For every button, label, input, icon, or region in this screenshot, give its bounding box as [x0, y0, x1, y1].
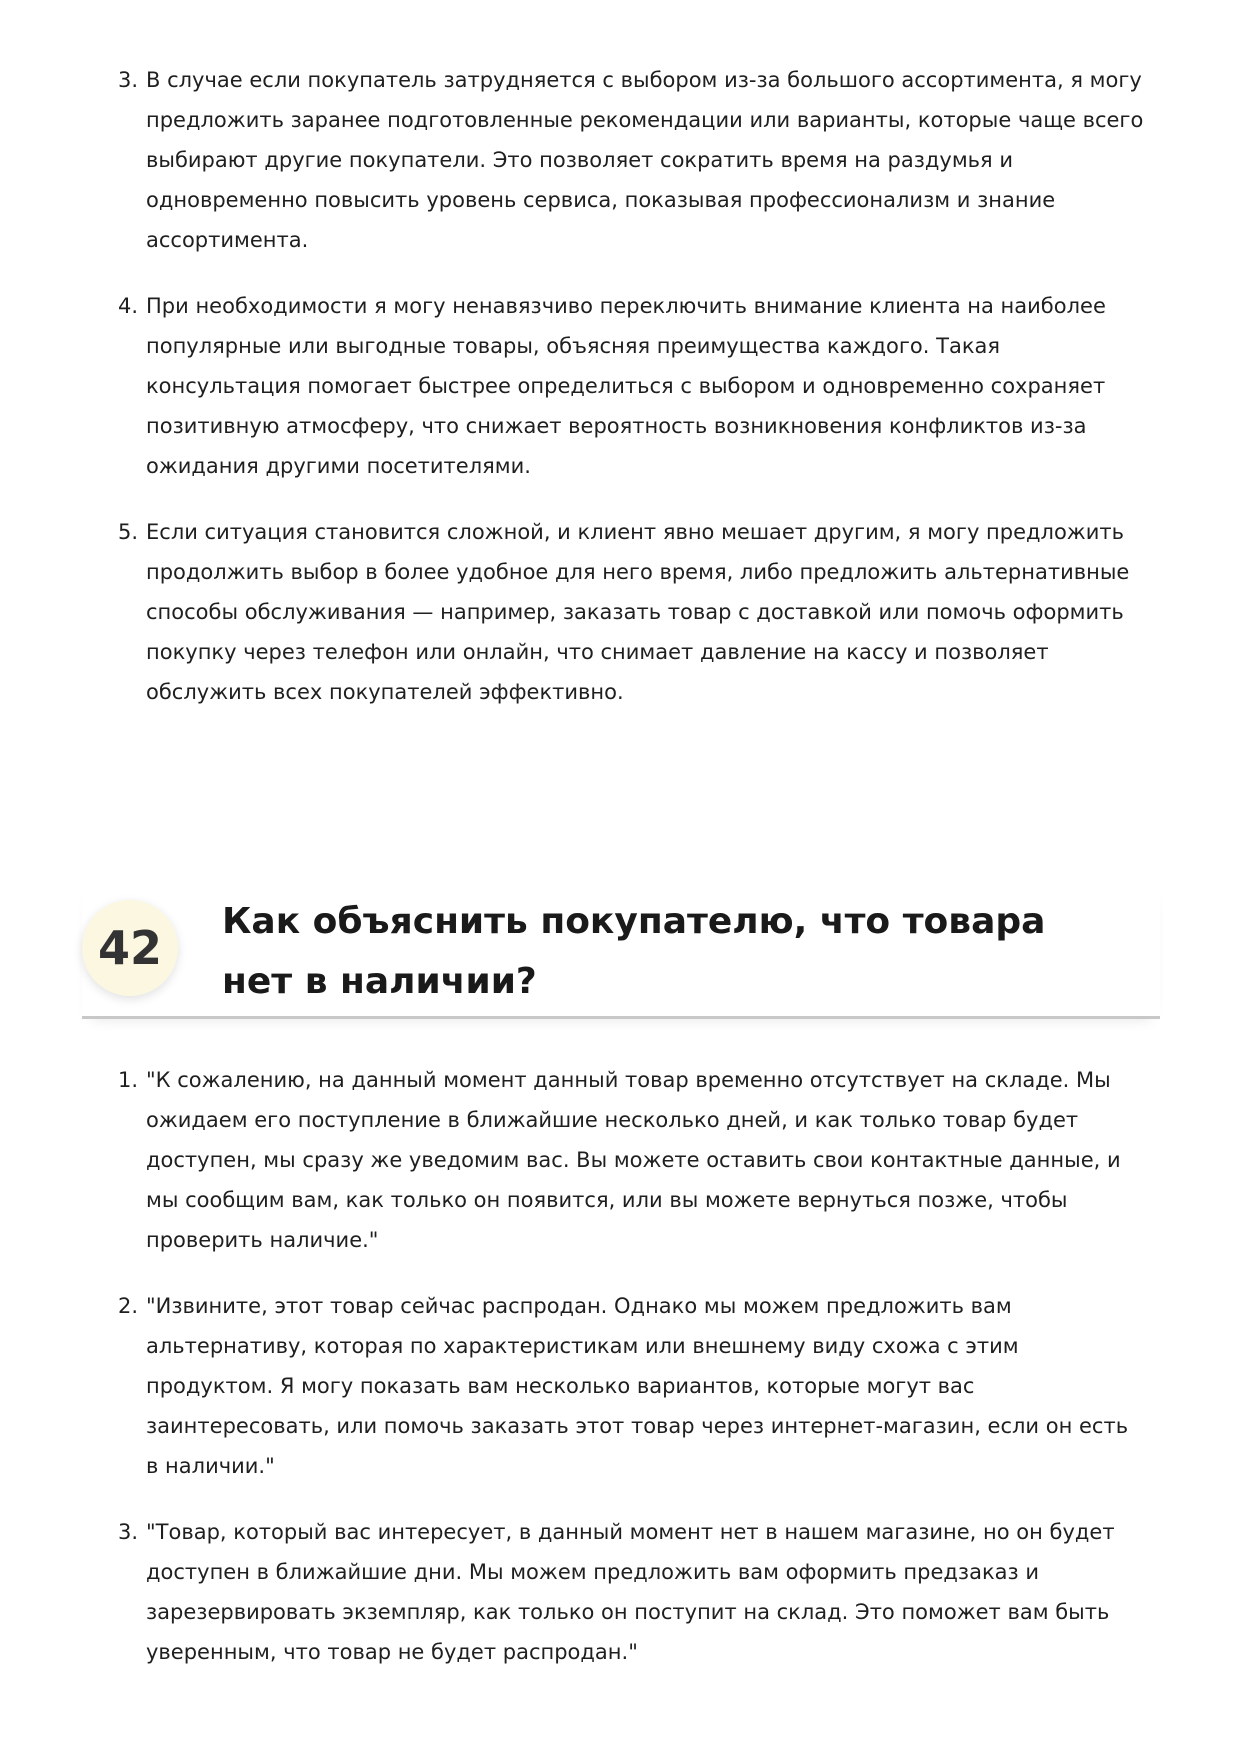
- list-item-text: "Извините, этот товар сейчас распродан. Однако мы можем предложить вам альтернативу, которая по характеристикам или внешнему виду схожа с этим продуктом. Я могу показать вам несколько вариантов, которые могут вас заинтересовать, или помочь заказать этот товар через интернет-магазин, если он есть в наличии.": [146, 1294, 1129, 1478]
- section-title: Как объяснить покупателю, что товара нет в наличии?: [222, 901, 1046, 1002]
- answer-list-previous: [0, 60, 1239, 738]
- list-item-number: 2 .: [118, 1286, 138, 1326]
- list-item-text: "Товар, который вас интересует, в данный момент нет в нашем магазине, но он будет доступен в ближайшие дни. Мы можем предложить вам оформить предзаказ и зарезервировать экземпляр, как только он поступит на склад. Это поможет вам быть уверенным, что товар не будет распродан.": [146, 1520, 1115, 1664]
- list-item-text: При необходимости я могу ненавязчиво переключить внимание клиента на наиболее популярные или выгодные товары, объясняя преимущества каждого. Такая консультация помогает быстрее определиться с выбором и одновременно сохраняет позитивную атмосферу, что снижает вероятность возникновения конфликтов из-за ожидания другими посетителями.: [146, 294, 1106, 478]
- list-item: [0, 1512, 1146, 1672]
- list-item-text: Если ситуация становится сложной, и клиент явно мешает другим, я могу предложить продолжить выбор в более удобное для него время, либо предложить альтернативные способы обслуживания — например, заказать товар с доставкой или помочь оформить покупку через телефон или онлайн, что снимает давление на кассу и позволяет обслужить всех покупателей эффективно.: [146, 520, 1130, 704]
- section-number-badge: 42: [82, 900, 178, 996]
- list-item-number: 3 .: [118, 60, 138, 100]
- list-item: [0, 1060, 1146, 1260]
- section-header: [82, 880, 1160, 1019]
- list-item: [0, 60, 1146, 260]
- list-item: [0, 1286, 1146, 1486]
- answer-list: [0, 1060, 1239, 1698]
- list-item-text: "К сожалению, на данный момент данный товар временно отсутствует на складе. Мы ожидаем его поступление в ближайшие несколько дней, и как только товар будет доступен, мы сразу же уведомим вас. Вы можете оставить свои контактные данные, и мы сообщим вам, как только он появится, или вы можете вернуться позже, чтобы проверить наличие.": [146, 1068, 1121, 1252]
- list-item-number: 3 .: [118, 1512, 138, 1552]
- list-item-number: 1 .: [118, 1060, 138, 1100]
- list-item: [0, 286, 1146, 486]
- list-item-text: В случае если покупатель затрудняется с выбором из-за большого ассортимента, я могу предложить заранее подготовленные рекомендации или варианты, которые чаще всего выбирают другие покупатели. Это позволяет сократить время на раздумья и одновременно повысить уровень сервиса, показывая профессионализм и знание ассортимента.: [146, 68, 1144, 252]
- list-item-number: 5 .: [118, 512, 138, 552]
- list-item-number: 4 .: [118, 286, 138, 326]
- list-item: [0, 512, 1146, 712]
